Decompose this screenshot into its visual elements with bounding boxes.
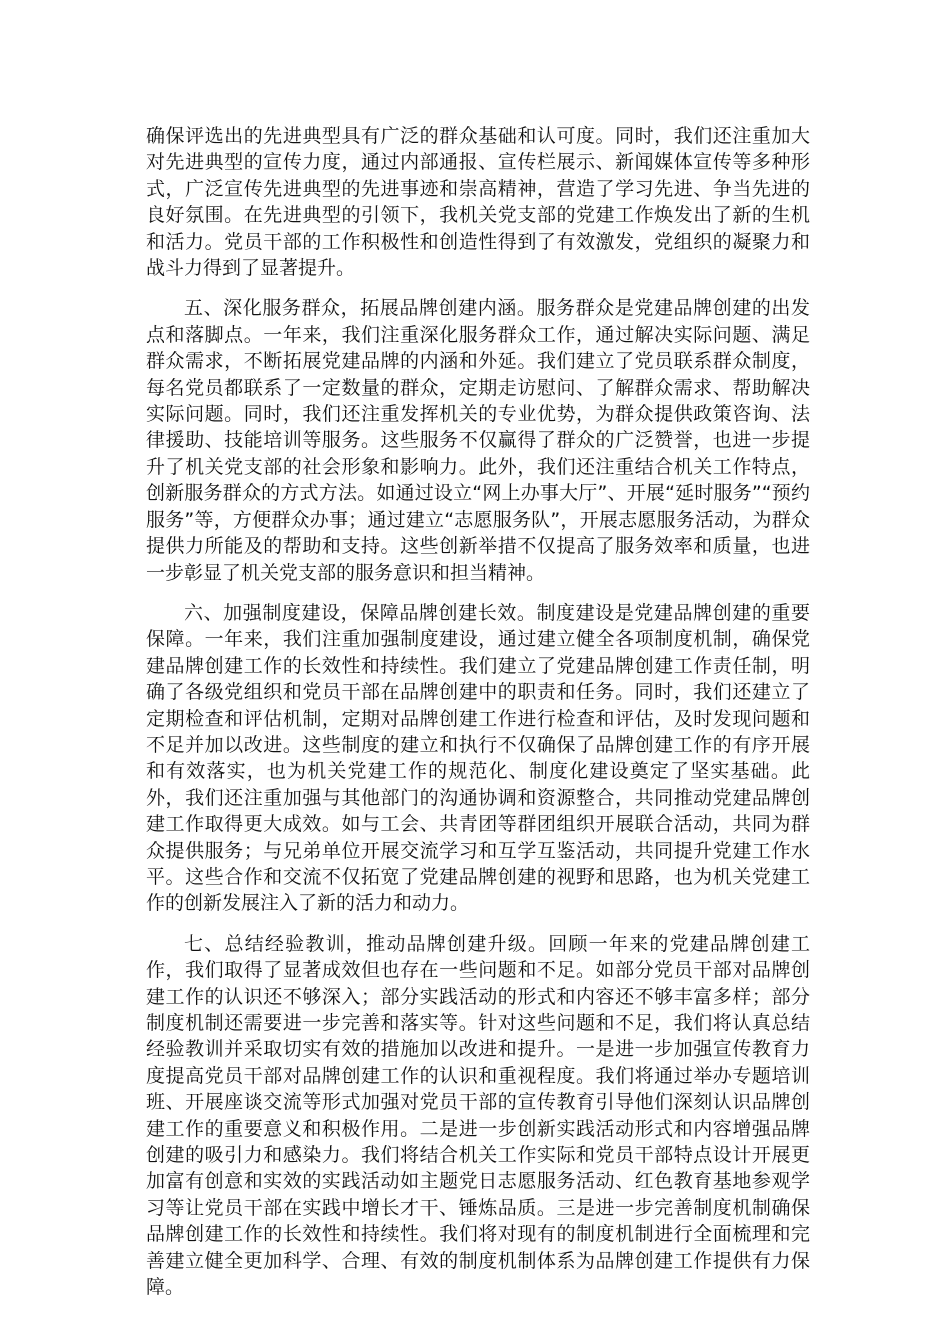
paragraph-section-seven: 七、总结经验教训，推动品牌创建升级。回顾一年来的党建品牌创建工作，我们取得了显著成效但也存在一些问题和不足。如部分党员干部对品牌创建工作的认识还不够深入；部分实践活动的形式和内容还不够丰富多样；部分制度机制还需要进一步完善和落实等。针对这些问题和不足，我们将认真总结经验教训并采取切实有效的措施加以改进和提升。一是进一步加强宣传教育力度提高党员干部对品牌创建工作的认识和重视程度。我们将通过举办专题培训班、开展座谈交流等形式加强对党员干部的宣传教育引导他们深刻认识品牌创建工作的重要意义和积极作用。二是进一步创新实践活动形式和内容增强品牌创建的吸引力和感染力。我们将结合机关工作实际和党员干部特点设计开展更加富有创意和实效的实践活动如主题党日志愿服务活动、红色教育基地参观学习等让党员干部在实践中增长才干、锤炼品质。三是进一步完善制度机制确保品牌创建工作的长效性和持续性。我们将对现有的制度机制进行全面梳理和完善建立健全更加科学、合理、有效的制度机制体系为品牌创建工作提供有力保障。 [146, 932, 810, 1299]
paragraph-section-five: 五、深化服务群众，拓展品牌创建内涵。服务群众是党建品牌创建的出发点和落脚点。一年来，我们注重深化服务群众工作，通过解决实际问题、满足群众需求，不断拓展党建品牌的内涵和外延。我们建立了党员联系群众制度，每名党员都联系了一定数量的群众，定期走访慰问、了解群众需求、帮助解决实际问题。同时，我们还注重发挥机关的专业优势，为群众提供政策咨询、法律援助、技能培训等服务。这些服务不仅赢得了群众的广泛赞誉，也进一步提升了机关党支部的社会形象和影响力。此外，我们还注重结合机关工作特点，创新服务群众的方式方法。如通过设立“网上办事大厅”、开展“延时服务”“预约服务”等，方便群众办事；通过建立“志愿服务队”，开展志愿服务活动，为群众提供力所能及的帮助和支持。这些创新举措不仅提高了服务效率和质量，也进一步彰显了机关党支部的服务意识和担当精神。 [146, 297, 810, 584]
document-page [146, 123, 810, 1314]
paragraph-section-six: 六、加强制度建设，保障品牌创建长效。制度建设是党建品牌创建的重要保障。一年来，我们注重加强制度建设，通过建立健全各项制度机制，确保党建品牌创建工作的长效性和持续性。我们建立了党建品牌创建工作责任制，明确了各级党组织和党员干部在品牌创建中的职责和任务。同时，我们还建立了定期检查和评估机制，定期对品牌创建工作进行检查和评估，及时发现问题和不足并加以改进。这些制度的建立和执行不仅确保了品牌创建工作的有序开展和有效落实，也为机关党建工作的规范化、制度化建设奠定了坚实基础。此外，我们还注重加强与其他部门的沟通协调和资源整合，共同推动党建品牌创建工作取得更大成效。如与工会、共青团等群团组织开展联合活动，共同为群众提供服务；与兄弟单位开展交流学习和互学互鉴活动，共同提升党建工作水平。这些合作和交流不仅拓宽了党建品牌创建的视野和思路，也为机关党建工作的创新发展注入了新的活力和动力。 [146, 601, 810, 915]
paragraph-continuation: 确保评选出的先进典型具有广泛的群众基础和认可度。同时，我们还注重加大对先进典型的宣传力度，通过内部通报、宣传栏展示、新闻媒体宣传等多种形式，广泛宣传先进典型的先进事迹和崇高精神，营造了学习先进、争当先进的良好氛围。在先进典型的引领下，我机关党支部的党建工作焕发出了新的生机和活力。党员干部的工作积极性和创造性得到了有效激发，党组织的凝聚力和战斗力得到了显著提升。 [146, 125, 810, 280]
